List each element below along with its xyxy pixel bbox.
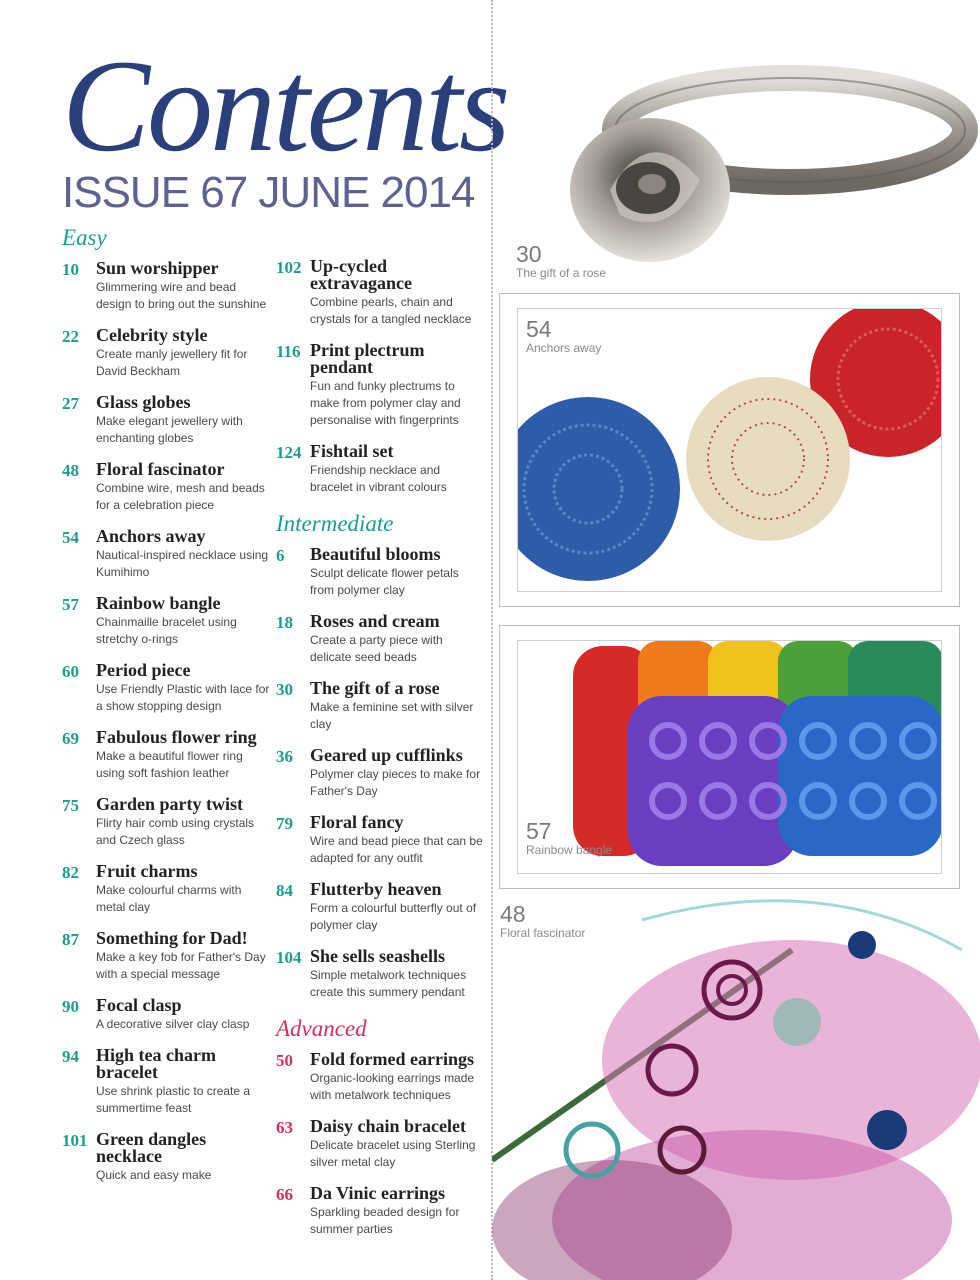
entry-description: Fun and funky plectrums to make from polymer clay and personalise with fingerprints xyxy=(310,379,461,427)
section-heading-intermediate: Intermediate xyxy=(276,511,394,536)
page-number: 60 xyxy=(62,662,79,681)
entry-description: Form a colourful butterfly out of polymer clay xyxy=(310,901,477,932)
entry-title: Something for Dad! xyxy=(96,928,248,948)
caption-number: 48 xyxy=(500,901,526,927)
entry-description: A decorative silver clay clasp xyxy=(96,1017,250,1031)
entry-title: Beautiful blooms xyxy=(310,544,441,564)
page-number: 84 xyxy=(276,881,293,900)
page-number: 79 xyxy=(276,814,293,833)
contents-entry[interactable] xyxy=(62,1131,272,1184)
entry-title: Fabulous flower ring xyxy=(96,727,257,747)
page-number: 94 xyxy=(62,1047,79,1066)
page-number: 48 xyxy=(62,461,79,480)
contents-entry[interactable] xyxy=(276,747,486,800)
page-number: 82 xyxy=(62,863,79,882)
entry-title: Flutterby heaven xyxy=(310,879,442,899)
entry-title: Green dangles necklace xyxy=(96,1129,207,1166)
entry-title: Rainbow bangle xyxy=(96,593,221,613)
caption-number: 54 xyxy=(526,316,552,342)
page-number: 104 xyxy=(276,948,302,967)
contents-entry[interactable] xyxy=(62,528,272,581)
page-number: 36 xyxy=(276,747,293,766)
contents-entry[interactable] xyxy=(276,443,486,496)
entry-description: Sparkling beaded design for summer parties xyxy=(310,1205,460,1236)
entry-description: Simple metalwork techniques create this summery pendant xyxy=(310,968,467,999)
entry-title: Daisy chain bracelet xyxy=(310,1116,466,1136)
section-heading-easy: Easy xyxy=(62,225,107,250)
entry-title: Anchors away xyxy=(96,526,206,546)
entry-description: Make elegant jewellery with enchanting globes xyxy=(96,414,243,445)
contents-entry[interactable] xyxy=(276,1051,486,1104)
page-number: 102 xyxy=(276,258,302,277)
page-title: Contents xyxy=(62,32,508,179)
page-number: 66 xyxy=(276,1185,293,1204)
entry-description: Combine wire, mesh and beads for a celebration piece xyxy=(96,481,265,512)
contents-entry[interactable] xyxy=(276,613,486,666)
entry-description: Flirty hair comb using crystals and Czech glass xyxy=(96,816,255,847)
entry-description: Organic-looking earrings made with metalwork techniques xyxy=(310,1071,475,1102)
entry-description: Create manly jewellery fit for David Beckham xyxy=(96,347,248,378)
page-number: 101 xyxy=(62,1131,88,1150)
page-number: 63 xyxy=(276,1118,293,1137)
contents-entry[interactable] xyxy=(62,394,272,447)
entry-description: Chainmaille bracelet using stretchy o-rings xyxy=(96,615,237,646)
page-number: 22 xyxy=(62,327,79,346)
entry-title: Floral fancy xyxy=(310,812,404,832)
contents-entry[interactable] xyxy=(62,997,272,1033)
contents-entry[interactable] xyxy=(62,662,272,715)
contents-entry[interactable] xyxy=(62,461,272,514)
entry-title: Focal clasp xyxy=(96,995,182,1015)
contents-entry[interactable] xyxy=(276,881,486,934)
entry-description: Quick and easy make xyxy=(96,1168,212,1182)
contents-column-right xyxy=(276,258,486,1252)
entry-title: Fold formed earrings xyxy=(310,1049,474,1069)
page-number: 10 xyxy=(62,260,79,279)
page-number: 90 xyxy=(62,997,79,1016)
contents-entry[interactable] xyxy=(62,595,272,648)
contents-entry[interactable] xyxy=(62,327,272,380)
caption-number: 57 xyxy=(526,818,552,844)
entry-description: Use shrink plastic to create a summertime feast xyxy=(96,1084,251,1115)
caption-label: The gift of a rose xyxy=(516,266,607,280)
contents-entry[interactable] xyxy=(276,1118,486,1171)
entry-description: Wire and bead piece that can be adapted for any outfit xyxy=(310,834,483,865)
entry-title: Glass globes xyxy=(96,392,191,412)
issue-line: ISSUE 67 JUNE 2014 xyxy=(62,168,475,217)
contents-entry[interactable] xyxy=(276,680,486,733)
contents-entry[interactable] xyxy=(276,258,486,328)
caption-label: Anchors away xyxy=(526,341,602,355)
entry-title: Garden party twist xyxy=(96,794,243,814)
entry-title: Print plectrum pendant xyxy=(310,340,425,377)
contents-entry[interactable] xyxy=(276,814,486,867)
page-number: 6 xyxy=(276,546,285,565)
entry-description: Make a key fob for Father's Day with a special message xyxy=(96,950,266,981)
page-number: 87 xyxy=(62,930,79,949)
page-number: 50 xyxy=(276,1051,293,1070)
entry-title: Da Vinic earrings xyxy=(310,1183,445,1203)
entry-title: Roses and cream xyxy=(310,611,440,631)
entry-description: Nautical-inspired necklace using Kumihimo xyxy=(96,548,269,579)
entry-title: Geared up cufflinks xyxy=(310,745,463,765)
entry-title: Fruit charms xyxy=(96,861,198,881)
page-number: 27 xyxy=(62,394,79,413)
caption-beads xyxy=(526,317,601,356)
entry-title: Fishtail set xyxy=(310,441,394,461)
contents-entry[interactable] xyxy=(62,863,272,916)
page-number: 54 xyxy=(62,528,79,547)
page-number: 124 xyxy=(276,443,302,462)
page-number: 30 xyxy=(276,680,293,699)
contents-entry[interactable] xyxy=(62,1047,272,1117)
bangle-photo-area xyxy=(517,640,942,874)
page-number: 18 xyxy=(276,613,293,632)
page-number: 116 xyxy=(276,342,301,361)
contents-column-left xyxy=(62,224,272,1198)
entry-description: Combine pearls, chain and crystals for a tangled necklace xyxy=(310,295,472,326)
section-heading-advanced: Advanced xyxy=(276,1016,367,1041)
caption-fascinator xyxy=(500,902,585,941)
entry-title: She sells seashells xyxy=(310,946,446,966)
caption-number: 30 xyxy=(516,241,542,267)
photo-frame-beads xyxy=(499,293,960,607)
entry-title: Celebrity style xyxy=(96,325,208,345)
caption-bangle xyxy=(526,819,612,858)
caption-label: Rainbow bangle xyxy=(526,843,613,857)
page-number: 75 xyxy=(62,796,79,815)
contents-entry[interactable] xyxy=(276,948,486,1001)
beads-photo-area xyxy=(517,308,942,592)
entry-description: Friendship necklace and bracelet in vibrant colours xyxy=(310,463,447,494)
entry-title: Up-cycled extravagance xyxy=(310,256,412,293)
floral-fascinator-photo xyxy=(492,890,980,1280)
contents-entry[interactable] xyxy=(62,796,272,849)
entry-description: Use Friendly Plastic with lace for a show stopping design xyxy=(96,682,270,713)
entry-description: Make colourful charms with metal clay xyxy=(96,883,242,914)
contents-entry[interactable] xyxy=(62,930,272,983)
entry-description: Make a beautiful flower ring using soft fashion leather xyxy=(96,749,243,780)
contents-entry[interactable] xyxy=(276,1185,486,1238)
contents-entry[interactable] xyxy=(62,260,272,313)
entry-title: Sun worshipper xyxy=(96,258,219,278)
entry-description: Delicate bracelet using Sterling silver metal clay xyxy=(310,1138,476,1169)
page-number: 57 xyxy=(62,595,79,614)
entry-description: Glimmering wire and bead design to bring out the sunshine xyxy=(96,280,267,311)
caption-label: Floral fascinator xyxy=(500,926,586,940)
entry-description: Make a feminine set with silver clay xyxy=(310,700,474,731)
entry-description: Sculpt delicate flower petals from polymer clay xyxy=(310,566,459,597)
entry-title: Period piece xyxy=(96,660,191,680)
contents-entry[interactable] xyxy=(62,729,272,782)
page-number: 69 xyxy=(62,729,79,748)
caption-ring xyxy=(516,242,606,281)
entry-description: Create a party piece with delicate seed beads xyxy=(310,633,443,664)
entry-title: High tea charm bracelet xyxy=(96,1045,216,1082)
entry-title: Floral fascinator xyxy=(96,459,225,479)
photo-frame-bangle xyxy=(499,625,960,889)
contents-entry[interactable] xyxy=(276,546,486,599)
entry-title: The gift of a rose xyxy=(310,678,440,698)
entry-description: Polymer clay pieces to make for Father's Day xyxy=(310,767,481,798)
contents-entry[interactable] xyxy=(276,342,486,429)
